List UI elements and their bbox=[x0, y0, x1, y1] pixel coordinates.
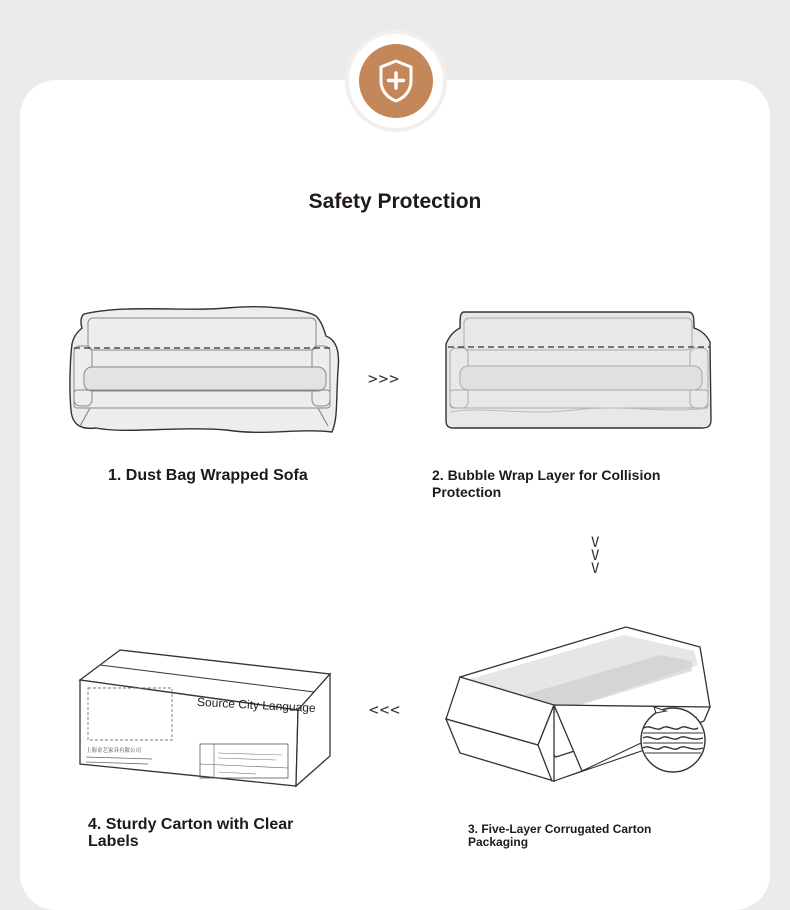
step-2-label: 2. Bubble Wrap Layer for Collision Protection bbox=[432, 467, 661, 500]
arrow-down-3: V bbox=[591, 561, 601, 577]
page-title: Safety Protection bbox=[308, 190, 482, 213]
box-company: 上海金艺家具有限公司 bbox=[86, 748, 142, 754]
step-3-label: 3. Five-Layer Corrugated Carton Packaging bbox=[468, 822, 652, 849]
shield-plus-icon bbox=[359, 44, 433, 118]
badge bbox=[349, 34, 443, 128]
dust-bag-sofa-icon bbox=[66, 300, 342, 438]
arrow-down-2: V bbox=[591, 548, 601, 564]
corrugated-carton-icon bbox=[444, 625, 716, 797]
arrow-down bbox=[591, 537, 600, 576]
arrow-down-1: V bbox=[591, 535, 601, 551]
box-brand-text: Source City Language bbox=[196, 694, 317, 716]
step-4-label: 4. Sturdy Carton with Clear Labels bbox=[88, 816, 294, 850]
bubble-wrap-sofa-icon bbox=[444, 308, 714, 432]
labeled-carton-icon bbox=[76, 646, 336, 791]
arrow-left: <<< bbox=[369, 700, 401, 719]
step-1-label: 1. Dust Bag Wrapped Sofa bbox=[108, 467, 308, 484]
arrow-right: >>> bbox=[368, 369, 400, 388]
